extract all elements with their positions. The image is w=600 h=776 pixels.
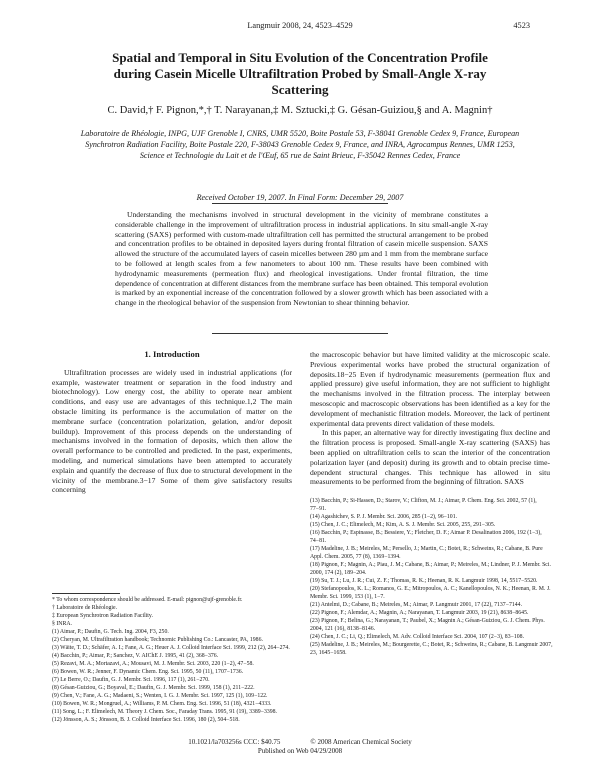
running-head [0, 21, 600, 33]
reference-entry: (13) Bacchin, P.; Si-Hassen, D.; Starov, V.; Clifton, M. J.; Aimar, P. Chem. Eng. Sci. 2002, 57 (1), 77−91. [310, 498, 537, 512]
reference-entry: (11) Song, L.; F. Elimelech, M. Theory J. Chem. Soc., Faraday Trans. 1995, 91 (19), 3389−3398. [52, 709, 278, 715]
references-right [310, 497, 553, 657]
journal-citation: Langmuir 2008, 24, 4523–4529 [247, 21, 353, 30]
published-line: Published on Web 04/29/2008 [257, 747, 343, 755]
reference-entry: (14) Agashichev, S. P. J. Membr. Sci. 2006, 285 (1−2), 96−101. [310, 514, 458, 520]
copyright-line: © 2008 American Chemical Society [310, 738, 412, 746]
reference-entry: (10) Bowen, W. R.; Mongruel, A.; Williams, P. M. Chem. Eng. Sci. 1996, 51 (18), 4321−4333. [52, 701, 272, 707]
reference-entry: (21) Antelmi, D.; Cabane, B.; Meireles, M.; Aimar, P. Langmuir 2001, 17 (22), 7137−7144. [310, 602, 523, 608]
reference-entry: (15) Chen, J. C.; Elimelech, M.; Kim, A. S. J. Membr. Sci. 2005, 255, 291−305. [310, 522, 496, 528]
abstract: Understanding the mechanisms involved in structural development in the vicinity of membrane constitutes a considerable challenge in the improvement of ultrafiltration process in industrial applications. In situ small-angle X-ray scattering (SAXS) performed with custom-made ultrafiltration cell has permitted the structural arrangement to be probed and concentration profiles to be obtained in deposited layers during frontal filtration of casein micelle suspension. SAXS allowed the structure of the accumulated layers of casein micelles between 280 µm and 1 mm from the membrane surface to be followed at length scales from a few nanometers to about 100 nm. These results have been combined with hydrodynamic measurements (permeation flux) and rheological investigations. Under frontal filtration, the time dependence of concentration at different distances from the membrane surface has been obtained. This temporal evolution is marked by an exponential increase of the concentration followed by a slower growth which has been associated with a change in the rheological behavior of the suspension from Newtonian to shear thinning behavior. [115, 210, 488, 308]
reference-entry: (17) Madeline, J. B.; Meireles, M.; Persello, J.; Martin, C.; Botet, R.; Schweins, R.; Cabane, B. Pure Appl. Chem. 2005, 77 (8), 1369−1394. [310, 546, 543, 560]
reference-entry: (25) Madeline, J. B.; Meireles, M.; Bourgerette, C.; Botet, R.; Schweins, R.; Cabane, B. Langmuir 2007, 23, 1645−1658. [310, 642, 553, 656]
reference-entry: (1) Aimar, P.; Daufin, G. Tech. Ing. 2004, F3, 250. [52, 629, 169, 635]
reference-entry: (8) Gésan-Guiziou, G.; Boyaval, E.; Daufin, G. J. Membr. Sci. 1999, 158 (1), 211−222. [52, 685, 255, 691]
reference-entry: (24) Chen, J. C.; Li, Q.; Elimelech, M. Adv. Colloid Interface Sci. 2004, 107 (2−3), 83−108. [310, 634, 525, 640]
footnote-rule [52, 593, 120, 594]
intro-paragraph-1: Ultrafiltration processes are widely used in industrial applications (for example, wastewater treatment or separation in the food industry and biotechnology). Low energy cost, the ability to operate near ambient conditions, and easy use are advantages of this technique.1,2 The main obstacle limiting its performance is the accumulation of matter on the membrane surface (concentration polarization, gelation, and/or deposit buildup). Improvement of this process depends on the understanding of mechanisms involved in the formation of deposits, which then allow the overall performance to be controlled and predicted. In the past, experiments, modeling, and numerical simulations have been attempted to accurately explain and quantify the decrease of flux due to structural development in the vicinity of the membrane.3−17 Some of them give satisfactory results concerning [52, 367, 292, 495]
reference-entry: * To whom correspondence should be addressed. E-mail: pignon@ujf-grenoble.fr. [52, 597, 243, 603]
doi-line: 10.1021/la703256s CCC: $40.75 [188, 738, 281, 746]
affiliations: Laboratoire de Rhéologie, INPG, UJF Grenoble I, CNRS, UMR 5520, Boite Postale 53, F-38041 Grenoble Cedex 9, France, European Synchrotron Radiation Facility, Boite Postale 220, F-38043 Grenoble Cedex 9, France, and INRA, Agrocampus Rennes, UMR 1253, Science et Technologie du Lait et de l'Œuf, 65 rue de Saint Brieuc, F-35042 Rennes Cedex, France [80, 129, 520, 160]
reference-entry: (6) Bowen, W. R.; Jenner, F. Dynamic Chem. Eng. Sci. 1995, 50 (11), 1707−1736. [52, 669, 244, 675]
abstract-bottom-rule [212, 333, 388, 334]
intro-paragraph-2: In this paper, an alternative way for directly investigating flux decline and the filtration process is proposed. Small-angle X-ray scattering (SAXS) has been applied on ultrafiltration cells to scan the interior of the concentration polarization layer (and deposit) during its growth and to obtain precise time-dependent structural changes. This technique has allowed in situ measurements to be performed from the beginning of filtration. SAXS [310, 428, 550, 487]
author-list: C. David,† F. Pignon,*,† T. Narayanan,‡ M. Sztucki,‡ G. Gésan-Guiziou,§ and A. Magnin† [107, 105, 493, 116]
reference-entry: (5) Rezavi, M. A.; Mortazavi, A.; Mousavi, M. J. Membr. Sci. 2003, 220 (1−2), 47−58. [52, 661, 254, 667]
right-column [310, 350, 550, 487]
reference-entry: (9) Chen, V.; Fane, A. G.; Madaeni, S.; Wenten, I. G. J. Membr. Sci. 1997, 125 (1), 109−122. [52, 693, 268, 699]
reference-entry: (19) Su, T. J.; Lu, J. R.; Cui, Z. F.; Thomas, R. K.; Heenan, R. K. Langmuir 1998, 14, 5517−5520. [310, 578, 538, 584]
paper-title: Spatial and Temporal in Situ Evolution of the Concentration Profile during Casein Micelle Ultrafiltration Probed by Small-Angle X-ray Scattering [112, 50, 488, 97]
reference-entry: (22) Pignon, F.; Alemdar, A.; Magnin, A.; Narayanan, T. Langmuir 2003, 19 (21), 8638−8645. [310, 610, 529, 616]
reference-entry: (4) Bacchin, P.; Aimar, P.; Sanchez, V. AIChE J. 1995, 41 (2), 368−376. [52, 653, 219, 659]
page-footer [0, 738, 600, 756]
section-heading-introduction: 1. Introduction [144, 349, 200, 359]
abstract-top-rule [212, 203, 388, 204]
received-dates: Received October 19, 2007. In Final Form: December 29, 2007 [196, 193, 404, 202]
reference-entry: (18) Pignon, F.; Magnin, A.; Piau, J. M.; Cabane, B.; Aimar, P.; Meireles, M.; Lindner, P. J. Membr. Sci. 2000, 174 (2), 189−204. [310, 562, 551, 576]
left-column [52, 350, 292, 495]
references-left [52, 596, 295, 724]
reference-entry: (20) Stefanopoulos, K. L.; Romanos, G. E.; Mitropoulos, A. C.; Kanellopoulos, N. K.; Heenan, R. M. J. Membr. Sci. 1999, 153 (1), 1−7. [310, 586, 551, 600]
reference-entry: (23) Pignon, F.; Belina, G.; Narayanan, T.; Paubel, X.; Magnin A.; Gésan-Guiziou, G. J. Chem. Phys. 2004, 121 (16), 8138−8146. [310, 618, 545, 632]
reference-entry: (16) Bacchin, P.; Espinasse, B.; Bessiere, Y.; Fletcher, D. F.; Aimar P. Desalination 2006, 192 (1−3), 74−81. [310, 530, 542, 544]
reference-entry: § INRA. [52, 621, 72, 627]
reference-entry: (2) Cheryan, M. Ultrafiltration handbook; Technomic Publishing Co.: Lancaster, PA, 1986. [52, 637, 263, 643]
reference-entry: (3) Wäite, T. D.; Schäfer, A. I.; Fane, A. G.; Heuer A. J. Colloid Interface Sci. 1999, 212 (2), 264−274. [52, 645, 290, 651]
reference-entry: (7) Le Berre, O.; Daufin, G. J. Membr. Sci. 1996, 117 (1), 261−270. [52, 677, 210, 683]
page-number: 4523 [513, 21, 530, 30]
reference-entry: ‡ European Synchrotron Radiation Facility. [52, 613, 153, 619]
reference-entry: (12) Jönsson, A. S.; Jönsson, B. J. Colloid Interface Sci. 1996, 180 (2), 504−518. [52, 717, 240, 723]
intro-paragraph-continued: the macroscopic behavior but have limited validity at the microscopic scale. Previous experimental works have probed the structural organization of deposits.18−25 Even if hydrodynamic measurements (permeation flux and applied pressure) give useful information, they are not sufficient to highlight the mechanisms involved in the filtration process. The interplay between mesoscopic and macroscopic observations has been identified as a key for the development of mechanistic filtration models. Moreover, the lack of pertinent experimental data prevents direct validation of these models. [310, 350, 550, 428]
reference-entry: † Laboratoire de Rhéologie. [52, 605, 118, 611]
